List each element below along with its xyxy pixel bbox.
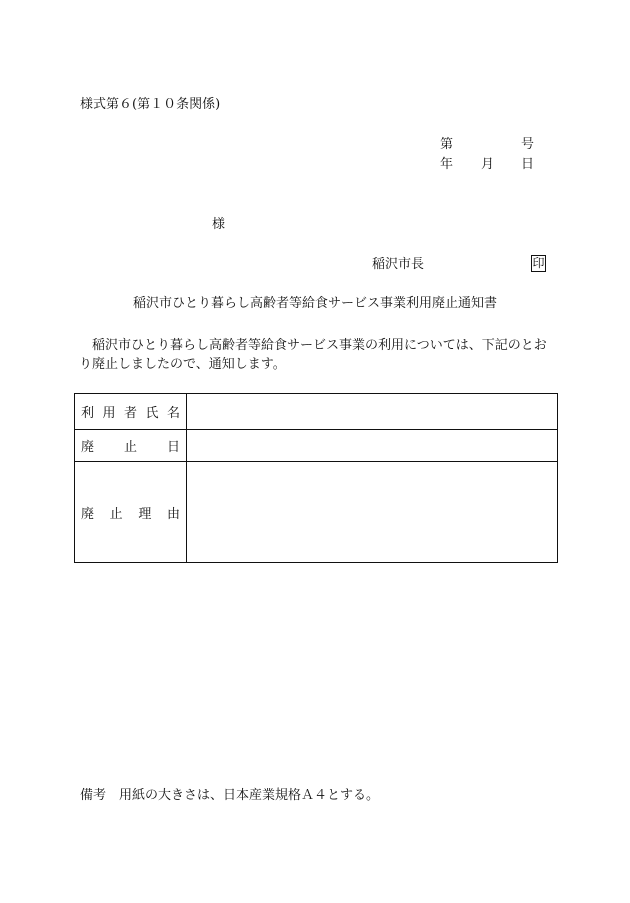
label-char: 止 [123,440,137,455]
label-char: 氏 [145,406,159,421]
addressee-suffix: 様 [212,217,226,232]
document-number-suffix: 号 [521,137,535,152]
label-char: 者 [123,406,137,421]
label-char: 用 [102,406,116,421]
label-char: 名 [166,406,180,421]
label-char: 廃 [81,440,95,455]
seal-mark: 印 [532,256,545,270]
issuer-name: 稲沢市長 [372,257,425,272]
label-char: 止 [109,506,123,522]
label-abolition-date [75,430,187,462]
label-char: 廃 [81,506,95,522]
body-text: 稲沢市ひとり暮らし高齢者等給食サービス事業の利用については、下記のとおり廃止しましたので、通知します。 [79,338,547,372]
table-row-abolition-date [75,430,558,462]
date-month: 月 [481,157,495,172]
document-number-prefix: 第 [440,137,454,152]
document-title: 稲沢市ひとり暮らし高齢者等給食サービス事業利用廃止通知書 [132,296,497,311]
label-char: 日 [166,440,180,455]
label-char: 利 [81,406,95,421]
table-row-abolition-reason [75,462,558,563]
value-abolition-date[interactable] [187,430,558,462]
label-char: 由 [166,506,180,522]
label-abolition-reason [75,462,187,563]
date-day: 日 [521,157,535,172]
value-abolition-reason[interactable] [187,462,558,563]
remarks: 備考 用紙の大きさは、日本産業規格Ａ４とする。 [80,788,380,803]
info-table [74,393,558,563]
label-char: 理 [138,506,152,522]
date-year: 年 [440,157,454,172]
value-user-name[interactable] [187,394,558,430]
label-user-name [75,394,187,430]
form-number: 様式第６(第１０条関係) [80,97,221,112]
table-row-user-name [75,394,558,430]
